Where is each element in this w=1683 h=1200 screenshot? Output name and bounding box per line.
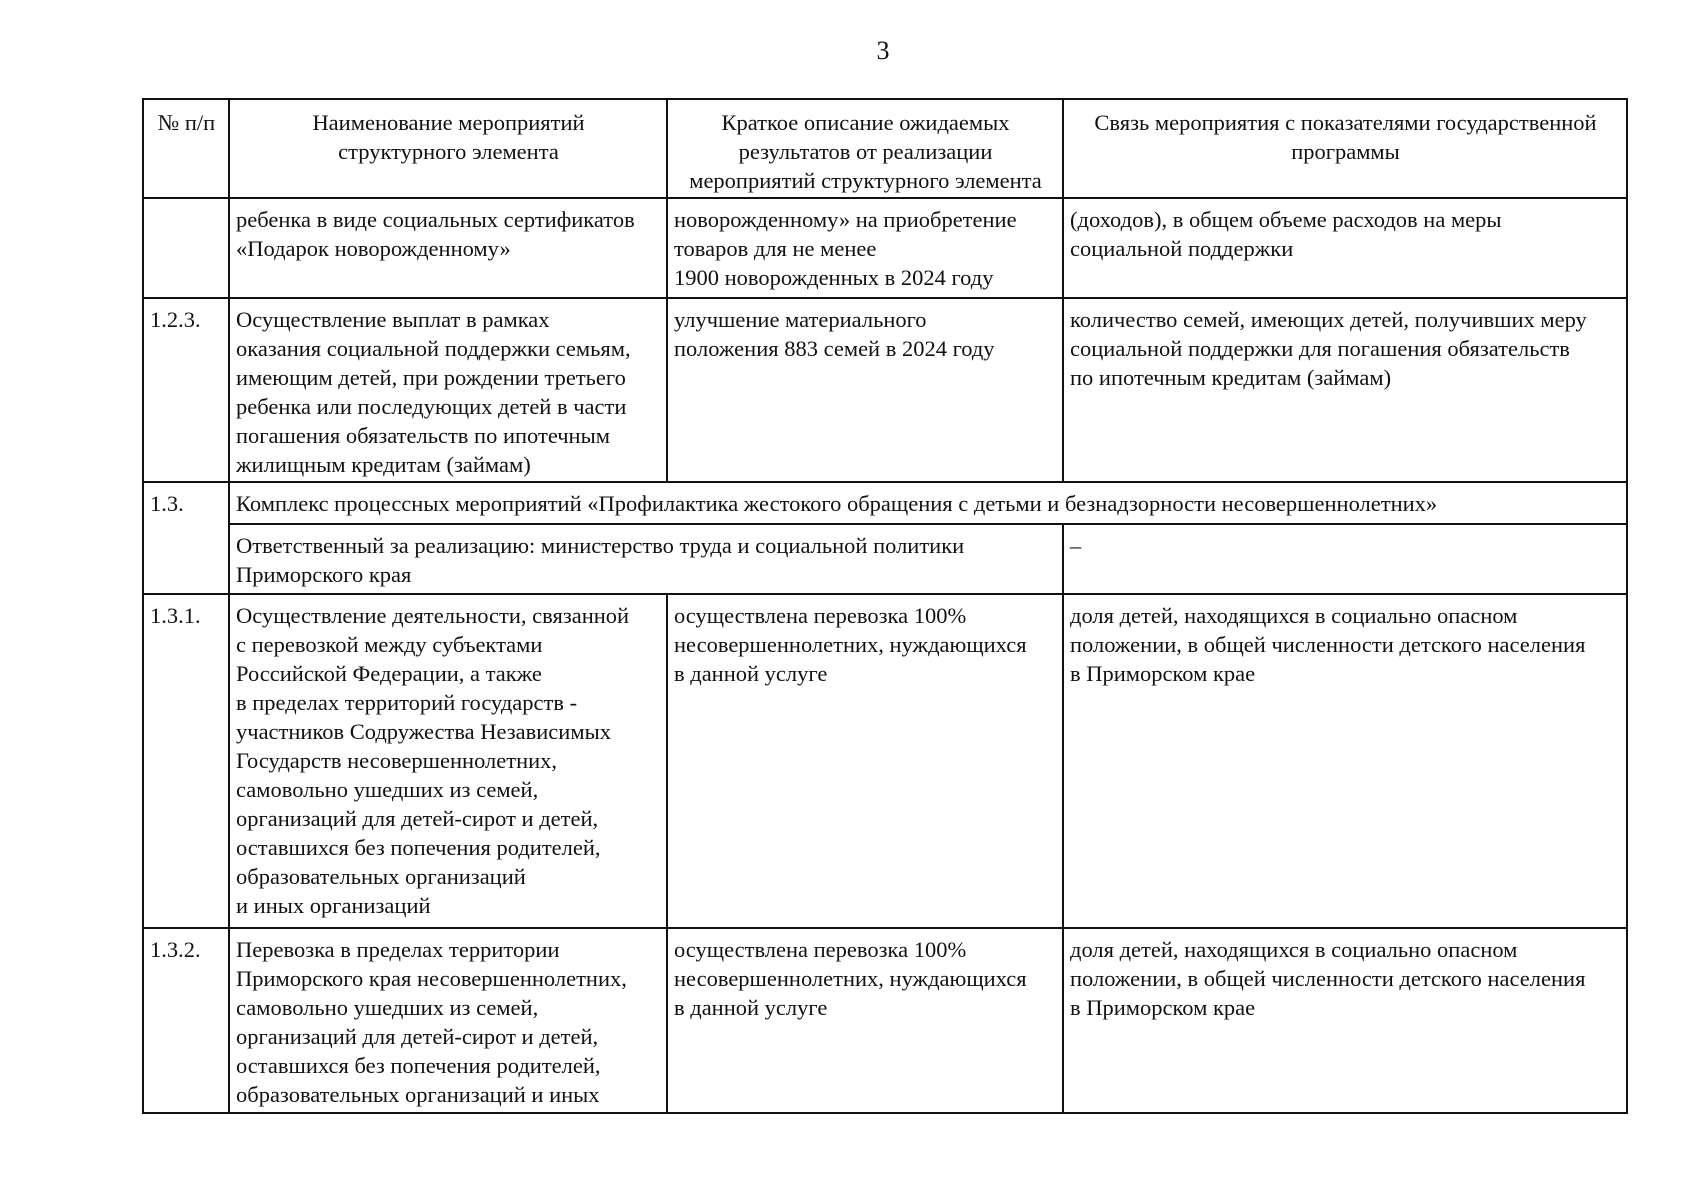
section-responsible: Ответственный за реализацию: министерство труда и социальной политики Приморского края [229,524,1063,594]
row-expected-result: улучшение материального положения 883 семей в 2024 году [667,298,1063,482]
row-measure-name: ребенка в виде социальных сертификатов «Подарок новорожденному» [229,198,667,298]
row-indicator: доля детей, находящихся в социально опасном положении, в общей численности детского населения в Приморском крае [1063,594,1627,928]
row-indicator: (доходов), в общем объеме расходов на меры социальной поддержки [1063,198,1627,298]
row-expected-result: осуществлена перевозка 100% несовершеннолетних, нуждающихся в данной услуге [667,594,1063,928]
header-indicator-link: Связь мероприятия с показателями государственной программы [1063,99,1627,198]
row-expected-result: осуществлена перевозка 100% несовершеннолетних, нуждающихся в данной услуге [667,928,1063,1113]
header-number: № п/п [143,99,229,198]
section-title: Комплекс процессных мероприятий «Профилактика жестокого обращения с детьми и безнадзорности несовершеннолетних» [229,482,1627,524]
header-expected-results: Краткое описание ожидаемых результатов от реализации мероприятий структурного элемента [667,99,1063,198]
row-expected-result: новорожденному» на приобретение товаров для не менее 1900 новорожденных в 2024 году [667,198,1063,298]
page-number: 3 [876,36,890,65]
row-measure-name: Перевозка в пределах территории Приморского края несовершеннолетних, самовольно ушедших из семей, организаций для детей-сирот и детей, оставшихся без попечения родителей, образовательных организаций и иных [229,928,667,1113]
row-number [143,198,229,298]
row-number: 1.2.3. [143,298,229,482]
section-responsible-row [143,524,1627,594]
row-number: 1.3.2. [143,928,229,1113]
measures-table [142,98,1628,1114]
row-measure-name: Осуществление деятельности, связанной с перевозкой между субъектами Российской Федерации, а также в пределах территорий государств - участников Содружества Независимых Государств несовершеннолетних, самовольно ушедших из семей, организаций для детей-сирот и детей, оставшихся без попечения родителей, образовательных организаций и иных организаций [229,594,667,928]
row-indicator: количество семей, имеющих детей, получивших меру социальной поддержки для погашения обязательств по ипотечным кредитам (займам) [1063,298,1627,482]
row-indicator: доля детей, находящихся в социально опасном положении, в общей численности детского населения в Приморском крае [1063,928,1627,1113]
section-responsible-link: – [1063,524,1627,594]
table-row [143,198,1627,298]
row-number: 1.3.1. [143,594,229,928]
table-row [143,594,1627,928]
table-header-row [143,99,1627,198]
row-measure-name: Осуществление выплат в рамках оказания социальной поддержки семьям, имеющим детей, при рождении третьего ребенка или последующих детей в части погашения обязательств по ипотечным жилищным кредитам (займам) [229,298,667,482]
section-title-row [143,482,1627,524]
header-measure-name: Наименование мероприятий структурного элемента [229,99,667,198]
table-row [143,298,1627,482]
section-number: 1.3. [143,482,229,594]
table-row [143,928,1627,1113]
